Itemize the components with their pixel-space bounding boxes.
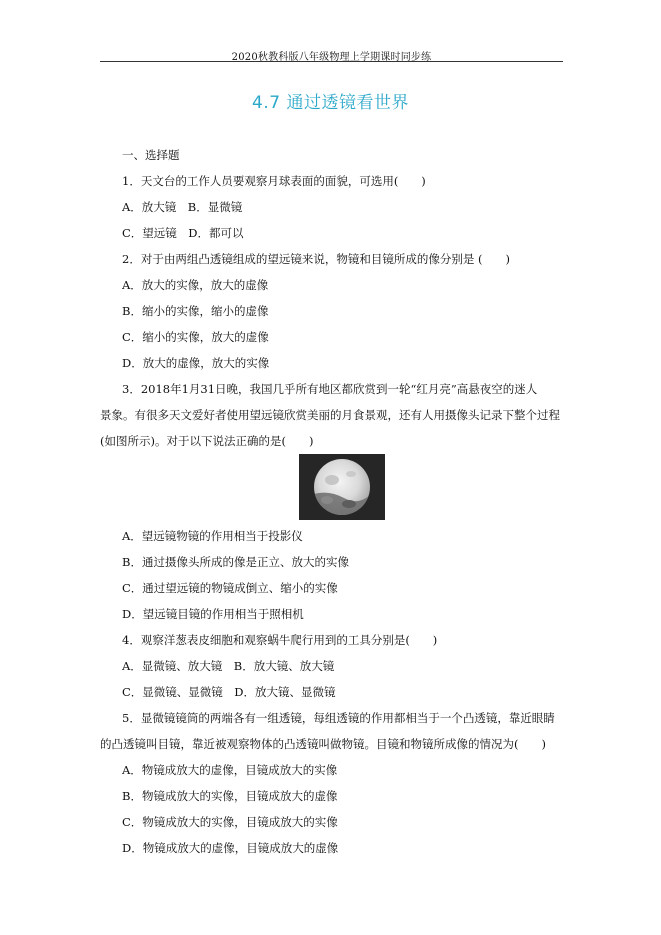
q5-option-a: A．物镜成放大的虚像，目镜成放大的实像 [122, 763, 338, 777]
q3-option-b: B．通过摄像头所成的像是正立、放大的实像 [122, 555, 349, 569]
moon-eclipse-icon [299, 454, 385, 520]
q5-stem-line2: 的凸透镜叫目镜，靠近被观察物体的凸透镜叫做物镜。目镜和物镜所成像的情况为( ) [100, 737, 546, 751]
header-divider [100, 61, 563, 62]
q1-stem: 1．天文台的工作人员要观察月球表面的面貌，可选用( ) [122, 174, 426, 188]
q3-option-a: A．望远镜物镜的作用相当于投影仪 [122, 529, 303, 543]
q3-stem-line2: 景象。有很多天文爱好者使用望远镜欣赏美丽的月食景观，还有人用摄像头记录下整个过程 [100, 408, 560, 422]
q3-stem-line3: (如图所示)。对于以下说法正确的是( ) [100, 434, 314, 448]
q3-option-c: C．通过望远镜的物镜成倒立、缩小的实像 [122, 581, 338, 595]
q5-option-d: D．物镜成放大的虚像，目镜成放大的虚像 [122, 841, 339, 855]
q2-option-c: C．缩小的实像，放大的虚像 [122, 330, 269, 344]
q4-stem: 4．观察洋葱表皮细胞和观察蜗牛爬行用到的工具分别是( ) [122, 633, 438, 647]
page-header: 2020秋教科版八年级物理上学期课时同步练 [231, 52, 432, 63]
q2-option-b: B．缩小的实像，缩小的虚像 [122, 304, 269, 318]
q1-options-cd: C．望远镜 D．都可以 [122, 226, 244, 240]
lesson-title: 4.7 通过透镜看世界 [252, 93, 409, 113]
q3-option-d: D．望远镜目镜的作用相当于照相机 [122, 607, 304, 621]
moon-eclipse-figure [299, 454, 385, 520]
q3-stem-line1: 3．2018年1月31日晚，我国几乎所有地区都欣赏到一轮“红月亮”高悬夜空的迷人 [122, 382, 538, 396]
q5-option-c: C．物镜成放大的实像，目镜成放大的实像 [122, 815, 338, 829]
q4-options-cd: C．显微镜、显微镜 D．放大镜、显微镜 [122, 685, 336, 699]
q2-option-d: D．放大的虚像，放大的实像 [122, 356, 270, 370]
q2-option-a: A．放大的实像，放大的虚像 [122, 278, 269, 292]
section-heading: 一、选择题 [122, 148, 180, 162]
q5-option-b: B．物镜成放大的实像，目镜成放大的虚像 [122, 789, 338, 803]
q1-options-ab: A．放大镜 B．显微镜 [122, 200, 243, 214]
q2-stem: 2．对于由两组凸透镜组成的望远镜来说，物镜和目镜所成的像分别是 ( ) [122, 252, 510, 266]
q5-stem-line1: 5．显微镜镜筒的两端各有一组透镜，每组透镜的作用都相当于一个凸透镜，靠近眼睛 [122, 711, 555, 725]
q4-options-ab: A．显微镜、放大镜 B．放大镜、放大镜 [122, 659, 335, 673]
